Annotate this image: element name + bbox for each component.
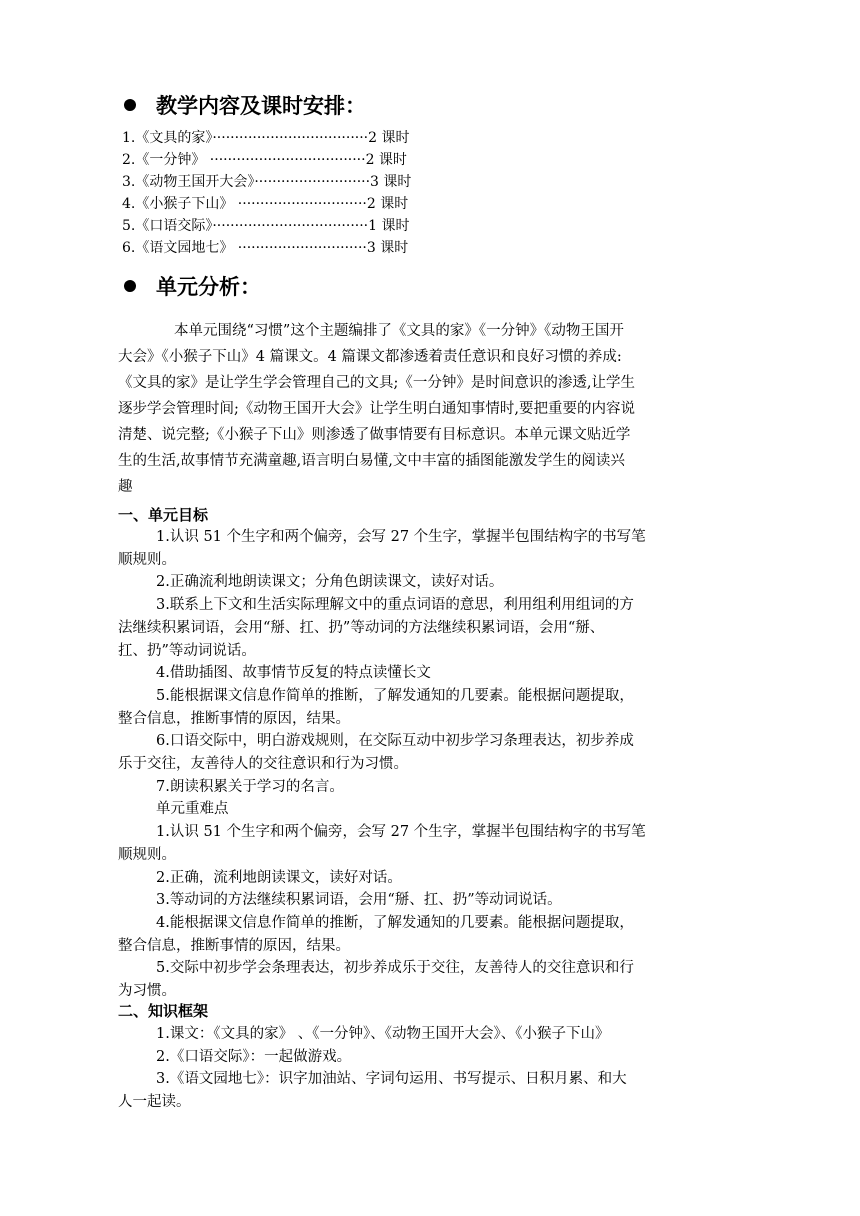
goal-line: 5.能根据课文信息作简单的推断，了解发通知的几要素。能根据问题提取， (156, 687, 634, 704)
analysis-heading (124, 274, 261, 300)
framework-line: 人一起读。 (118, 1094, 191, 1111)
bullet-icon (124, 280, 136, 292)
goal-line: 顺规则。 (118, 846, 176, 863)
bullet-icon (124, 99, 136, 111)
goal-line: 5.交际中初步学会条理表达，初步养成乐于交往，友善待人的交往意识和行 (156, 960, 634, 977)
goal-line: 扛、扔”等动词说话。 (118, 642, 256, 659)
goal-line: 3.联系上下文和生活实际理解文中的重点词语的意思，利用组利用组词的方 (156, 597, 634, 614)
schedule-heading-text: 教学内容及课时安排： (156, 94, 366, 118)
framework-line: 1.课文：《文具的家》 、《一分钟》、《动物王国开大会》、《小猴子下山》 (156, 1026, 610, 1042)
goal-line: 2.正确流利地朗读课文；分角色朗读课文，读好对话。 (156, 574, 504, 591)
goal-line: 1.认识 51 个生字和两个偏旁，会写 27 个生字，掌握半包围结构字的书写笔 (156, 529, 646, 545)
goal-line: 为习惯。 (118, 983, 176, 1000)
paragraph-line: 逐步学会管理时间;《动物王国开大会》让学生明白通知事情时,要把重要的内容说 (118, 401, 635, 417)
goal-line: 3.等动词的方法继续积累词语，会用“掰、扛、扔”等动词说话。 (156, 892, 562, 909)
goal-line: 4.能根据课文信息作简单的推断，了解发通知的几要素。能根据问题提取， (156, 914, 634, 931)
goal-line: 4.借助插图、故事情节反复的特点读懂长文 (156, 665, 431, 682)
key-points-title: 单元重难点 (156, 801, 229, 818)
paragraph-line: 大会》《小猴子下山》4 篇课文。4 篇课文都渗透着责任意识和良好习惯的养成: (118, 349, 622, 365)
framework-line: 3.《语文园地七》：识字加油站、字词句运用、书写提示、日积月累、和大 (156, 1071, 627, 1088)
schedule-list (122, 127, 411, 259)
analysis-heading-text: 单元分析： (156, 275, 261, 299)
paragraph-line: 生的生活,故事情节充满童趣,语言明白易懂,文中丰富的插图能激发学生的阅读兴 (118, 453, 625, 469)
schedule-heading (124, 93, 366, 119)
schedule-item: 5.《口语交际》···································1 课时 (122, 218, 410, 234)
paragraph-line: 清楚、说完整;《小猴子下山》则渗透了做事情要有目标意识。本单元课文贴近学 (118, 427, 631, 443)
paragraph-line: 本单元围绕“习惯”这个主题编排了《文具的家》《一分钟》《动物王国开 (174, 323, 624, 339)
paragraph-line: 趣 (118, 479, 133, 495)
goal-line: 6.口语交际中，明白游戏规则，在交际互动中初步学习条理表达，初步养成 (156, 733, 634, 750)
paragraph-line: 《文具的家》是让学生学会管理自己的文具;《一分钟》是时间意识的渗透,让学生 (118, 375, 635, 391)
goal-line: 整合信息，推断事情的原因，结果。 (118, 710, 350, 727)
section-title: 一、单元目标 (118, 506, 209, 524)
framework-line: 2.《口语交际》：一起做游戏。 (156, 1048, 352, 1065)
schedule-item: 4.《小猴子下山》 ·····························2 课时 (122, 196, 409, 212)
goal-line: 乐于交往，友善待人的交往意识和行为习惯。 (118, 756, 408, 773)
goal-line: 7.朗读积累关于学习的名言。 (156, 778, 344, 795)
goal-line: 2.正确，流利地朗读课文，读好对话。 (156, 869, 402, 886)
analysis-paragraph (118, 318, 635, 500)
goal-line: 顺规则。 (118, 551, 176, 568)
schedule-item: 1.《文具的家》···································2 课时 (122, 130, 410, 146)
knowledge-framework (118, 1023, 627, 1114)
goal-line: 1.认识 51 个生字和两个偏旁，会写 27 个生字，掌握半包围结构字的书写笔 (156, 824, 646, 841)
goal-line: 整合信息，推断事情的原因，结果。 (118, 937, 350, 954)
schedule-item: 6.《语文园地七》 ·····························3 课时 (122, 240, 409, 256)
goal-line: 法继续积累词语，会用“掰、扛、扔”等动词的方法继续积累词语，会用“掰、 (118, 619, 605, 636)
schedule-item: 2.《一分钟》 ···································2 课时 (122, 152, 407, 168)
schedule-item: 3.《动物王国开大会》··························3 课时 (122, 174, 412, 190)
section-title: 二、知识框架 (118, 1002, 209, 1020)
unit-goals (118, 526, 646, 1003)
